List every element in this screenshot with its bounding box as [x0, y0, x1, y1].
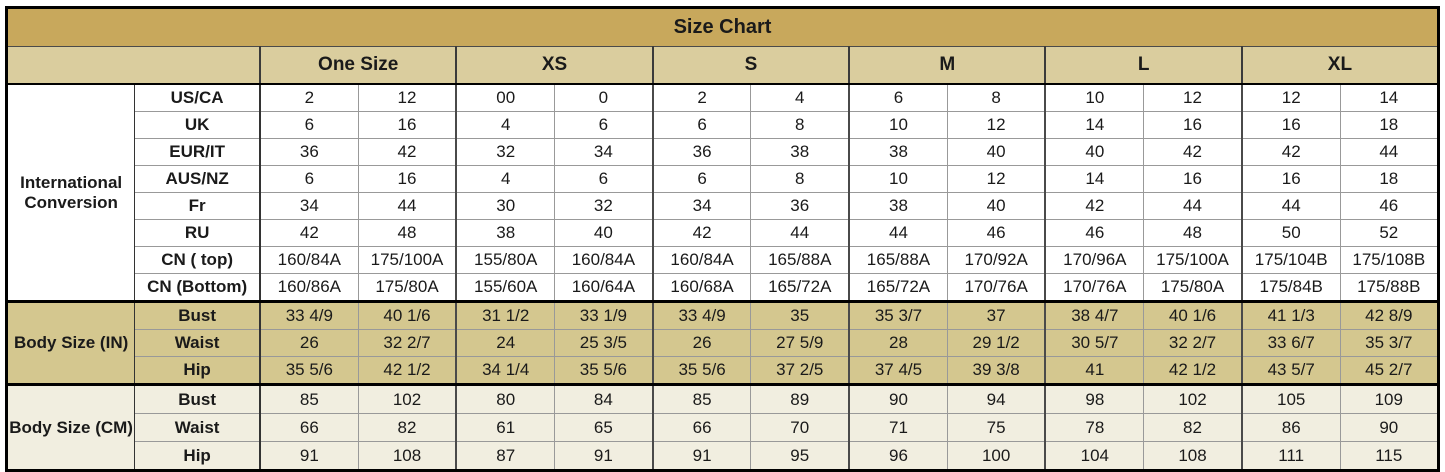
- row-label: Waist: [135, 414, 260, 442]
- value-cell: 52: [1340, 220, 1438, 247]
- value-cell: 39 3/8: [947, 357, 1045, 385]
- table-row: [7, 274, 1439, 302]
- table-row: [7, 139, 1439, 166]
- value-cell: 170/96A: [1045, 247, 1143, 274]
- value-cell: 85: [260, 385, 358, 414]
- table-row: [7, 166, 1439, 193]
- value-cell: 111: [1242, 442, 1340, 471]
- value-cell: 66: [653, 414, 751, 442]
- value-cell: 16: [358, 166, 456, 193]
- value-cell: 12: [1144, 84, 1242, 112]
- value-cell: 16: [1242, 112, 1340, 139]
- chart-title: Size Chart: [7, 8, 1439, 47]
- value-cell: 44: [358, 193, 456, 220]
- row-label: US/CA: [135, 84, 260, 112]
- value-cell: 8: [947, 84, 1045, 112]
- value-cell: 100: [947, 442, 1045, 471]
- value-cell: 42: [1242, 139, 1340, 166]
- value-cell: 50: [1242, 220, 1340, 247]
- value-cell: 160/84A: [653, 247, 751, 274]
- value-cell: 42: [1045, 193, 1143, 220]
- value-cell: 175/84B: [1242, 274, 1340, 302]
- value-cell: 33 4/9: [260, 302, 358, 330]
- value-cell: 33 6/7: [1242, 330, 1340, 357]
- value-cell: 175/108B: [1340, 247, 1438, 274]
- value-cell: 6: [260, 166, 358, 193]
- value-cell: 42: [260, 220, 358, 247]
- value-cell: 102: [1144, 385, 1242, 414]
- value-cell: 32: [456, 139, 554, 166]
- value-cell: 18: [1340, 112, 1438, 139]
- value-cell: 35 5/6: [653, 357, 751, 385]
- row-label: CN ( top): [135, 247, 260, 274]
- value-cell: 115: [1340, 442, 1438, 471]
- section-label: Body Size (IN): [7, 302, 135, 385]
- value-cell: 82: [358, 414, 456, 442]
- value-cell: 85: [653, 385, 751, 414]
- value-cell: 94: [947, 385, 1045, 414]
- value-cell: 82: [1144, 414, 1242, 442]
- value-cell: 33 1/9: [555, 302, 653, 330]
- value-cell: 30 5/7: [1045, 330, 1143, 357]
- value-cell: 14: [1340, 84, 1438, 112]
- table-row: [7, 84, 1439, 112]
- row-label: UK: [135, 112, 260, 139]
- value-cell: 42 1/2: [358, 357, 456, 385]
- value-cell: 160/86A: [260, 274, 358, 302]
- value-cell: 44: [1340, 139, 1438, 166]
- value-cell: 46: [1045, 220, 1143, 247]
- value-cell: 40 1/6: [1144, 302, 1242, 330]
- value-cell: 45 2/7: [1340, 357, 1438, 385]
- table-row: [7, 385, 1439, 414]
- value-cell: 36: [260, 139, 358, 166]
- value-cell: 91: [555, 442, 653, 471]
- value-cell: 35: [751, 302, 849, 330]
- value-cell: 35 5/6: [555, 357, 653, 385]
- value-cell: 35 3/7: [849, 302, 947, 330]
- value-cell: 35 3/7: [1340, 330, 1438, 357]
- value-cell: 26: [260, 330, 358, 357]
- value-cell: 95: [751, 442, 849, 471]
- value-cell: 40: [555, 220, 653, 247]
- value-cell: 80: [456, 385, 554, 414]
- value-cell: 160/84A: [260, 247, 358, 274]
- value-cell: 104: [1045, 442, 1143, 471]
- value-cell: 38: [849, 193, 947, 220]
- value-cell: 96: [849, 442, 947, 471]
- value-cell: 105: [1242, 385, 1340, 414]
- value-cell: 108: [358, 442, 456, 471]
- value-cell: 42 1/2: [1144, 357, 1242, 385]
- value-cell: 14: [1045, 112, 1143, 139]
- value-cell: 6: [849, 84, 947, 112]
- value-cell: 32 2/7: [358, 330, 456, 357]
- value-cell: 38 4/7: [1045, 302, 1143, 330]
- value-cell: 33 4/9: [653, 302, 751, 330]
- value-cell: 170/76A: [1045, 274, 1143, 302]
- value-cell: 34: [653, 193, 751, 220]
- value-cell: 90: [1340, 414, 1438, 442]
- value-cell: 4: [456, 166, 554, 193]
- value-cell: 175/100A: [1144, 247, 1242, 274]
- table-row: [7, 193, 1439, 220]
- value-cell: 26: [653, 330, 751, 357]
- row-label: AUS/NZ: [135, 166, 260, 193]
- value-cell: 42 8/9: [1340, 302, 1438, 330]
- value-cell: 155/80A: [456, 247, 554, 274]
- value-cell: 89: [751, 385, 849, 414]
- value-cell: 37 4/5: [849, 357, 947, 385]
- value-cell: 14: [1045, 166, 1143, 193]
- value-cell: 44: [1242, 193, 1340, 220]
- value-cell: 31 1/2: [456, 302, 554, 330]
- row-label: Fr: [135, 193, 260, 220]
- size-group-header: XS: [456, 47, 652, 85]
- table-row: [7, 442, 1439, 471]
- row-label: Hip: [135, 442, 260, 471]
- value-cell: 42: [1144, 139, 1242, 166]
- value-cell: 6: [555, 166, 653, 193]
- size-group-header: S: [653, 47, 849, 85]
- value-cell: 175/80A: [358, 274, 456, 302]
- value-cell: 16: [358, 112, 456, 139]
- value-cell: 44: [1144, 193, 1242, 220]
- value-cell: 30: [456, 193, 554, 220]
- value-cell: 42: [653, 220, 751, 247]
- value-cell: 10: [1045, 84, 1143, 112]
- value-cell: 175/100A: [358, 247, 456, 274]
- size-group-header: M: [849, 47, 1045, 85]
- value-cell: 40: [947, 193, 1045, 220]
- row-label: Bust: [135, 302, 260, 330]
- value-cell: 12: [947, 112, 1045, 139]
- row-label: RU: [135, 220, 260, 247]
- table-row: [7, 302, 1439, 330]
- value-cell: 29 1/2: [947, 330, 1045, 357]
- size-chart-table: [5, 6, 1440, 472]
- value-cell: 38: [456, 220, 554, 247]
- value-cell: 18: [1340, 166, 1438, 193]
- value-cell: 10: [849, 166, 947, 193]
- value-cell: 8: [751, 112, 849, 139]
- table-row: [7, 112, 1439, 139]
- value-cell: 36: [751, 193, 849, 220]
- value-cell: 42: [358, 139, 456, 166]
- value-cell: 12: [1242, 84, 1340, 112]
- value-cell: 16: [1144, 166, 1242, 193]
- value-cell: 91: [260, 442, 358, 471]
- value-cell: 170/76A: [947, 274, 1045, 302]
- value-cell: 4: [751, 84, 849, 112]
- value-cell: 40: [1045, 139, 1143, 166]
- value-cell: 34 1/4: [456, 357, 554, 385]
- value-cell: 28: [849, 330, 947, 357]
- row-label: CN (Bottom): [135, 274, 260, 302]
- value-cell: 0: [555, 84, 653, 112]
- value-cell: 25 3/5: [555, 330, 653, 357]
- value-cell: 109: [1340, 385, 1438, 414]
- value-cell: 34: [555, 139, 653, 166]
- value-cell: 160/68A: [653, 274, 751, 302]
- value-cell: 34: [260, 193, 358, 220]
- value-cell: 155/60A: [456, 274, 554, 302]
- value-cell: 78: [1045, 414, 1143, 442]
- size-group-header: XL: [1242, 47, 1439, 85]
- value-cell: 43 5/7: [1242, 357, 1340, 385]
- value-cell: 4: [456, 112, 554, 139]
- value-cell: 160/84A: [555, 247, 653, 274]
- value-cell: 91: [653, 442, 751, 471]
- value-cell: 32 2/7: [1144, 330, 1242, 357]
- value-cell: 75: [947, 414, 1045, 442]
- value-cell: 12: [947, 166, 1045, 193]
- value-cell: 48: [358, 220, 456, 247]
- value-cell: 38: [751, 139, 849, 166]
- value-cell: 84: [555, 385, 653, 414]
- size-group-header-row: [7, 47, 1439, 85]
- row-label: Waist: [135, 330, 260, 357]
- value-cell: 65: [555, 414, 653, 442]
- value-cell: 6: [260, 112, 358, 139]
- value-cell: 46: [947, 220, 1045, 247]
- value-cell: 98: [1045, 385, 1143, 414]
- value-cell: 2: [653, 84, 751, 112]
- value-cell: 40: [947, 139, 1045, 166]
- table-row: [7, 414, 1439, 442]
- value-cell: 40 1/6: [358, 302, 456, 330]
- value-cell: 86: [1242, 414, 1340, 442]
- value-cell: 35 5/6: [260, 357, 358, 385]
- value-cell: 10: [849, 112, 947, 139]
- value-cell: 2: [260, 84, 358, 112]
- value-cell: 32: [555, 193, 653, 220]
- value-cell: 12: [358, 84, 456, 112]
- row-label: Hip: [135, 357, 260, 385]
- value-cell: 90: [849, 385, 947, 414]
- row-label: EUR/IT: [135, 139, 260, 166]
- table-row: [7, 247, 1439, 274]
- section-label: Body Size (CM): [7, 385, 135, 471]
- value-cell: 00: [456, 84, 554, 112]
- table-row: [7, 220, 1439, 247]
- value-cell: 41: [1045, 357, 1143, 385]
- value-cell: 70: [751, 414, 849, 442]
- value-cell: 87: [456, 442, 554, 471]
- value-cell: 16: [1144, 112, 1242, 139]
- value-cell: 175/104B: [1242, 247, 1340, 274]
- value-cell: 175/88B: [1340, 274, 1438, 302]
- size-group-header: L: [1045, 47, 1241, 85]
- section-label: International Conversion: [7, 84, 135, 302]
- value-cell: 66: [260, 414, 358, 442]
- value-cell: 38: [849, 139, 947, 166]
- value-cell: 24: [456, 330, 554, 357]
- value-cell: 6: [555, 112, 653, 139]
- value-cell: 46: [1340, 193, 1438, 220]
- title-row: [7, 8, 1439, 47]
- value-cell: 37: [947, 302, 1045, 330]
- value-cell: 165/88A: [849, 247, 947, 274]
- value-cell: 165/88A: [751, 247, 849, 274]
- value-cell: 165/72A: [849, 274, 947, 302]
- value-cell: 8: [751, 166, 849, 193]
- value-cell: 160/64A: [555, 274, 653, 302]
- value-cell: 44: [751, 220, 849, 247]
- value-cell: 48: [1144, 220, 1242, 247]
- value-cell: 6: [653, 166, 751, 193]
- value-cell: 71: [849, 414, 947, 442]
- value-cell: 36: [653, 139, 751, 166]
- value-cell: 170/92A: [947, 247, 1045, 274]
- value-cell: 44: [849, 220, 947, 247]
- value-cell: 27 5/9: [751, 330, 849, 357]
- header-spacer-cell: [7, 47, 260, 85]
- value-cell: 165/72A: [751, 274, 849, 302]
- value-cell: 41 1/3: [1242, 302, 1340, 330]
- size-group-header: One Size: [260, 47, 456, 85]
- value-cell: 102: [358, 385, 456, 414]
- value-cell: 6: [653, 112, 751, 139]
- table-row: [7, 357, 1439, 385]
- value-cell: 37 2/5: [751, 357, 849, 385]
- value-cell: 108: [1144, 442, 1242, 471]
- value-cell: 16: [1242, 166, 1340, 193]
- table-row: [7, 330, 1439, 357]
- row-label: Bust: [135, 385, 260, 414]
- value-cell: 61: [456, 414, 554, 442]
- value-cell: 175/80A: [1144, 274, 1242, 302]
